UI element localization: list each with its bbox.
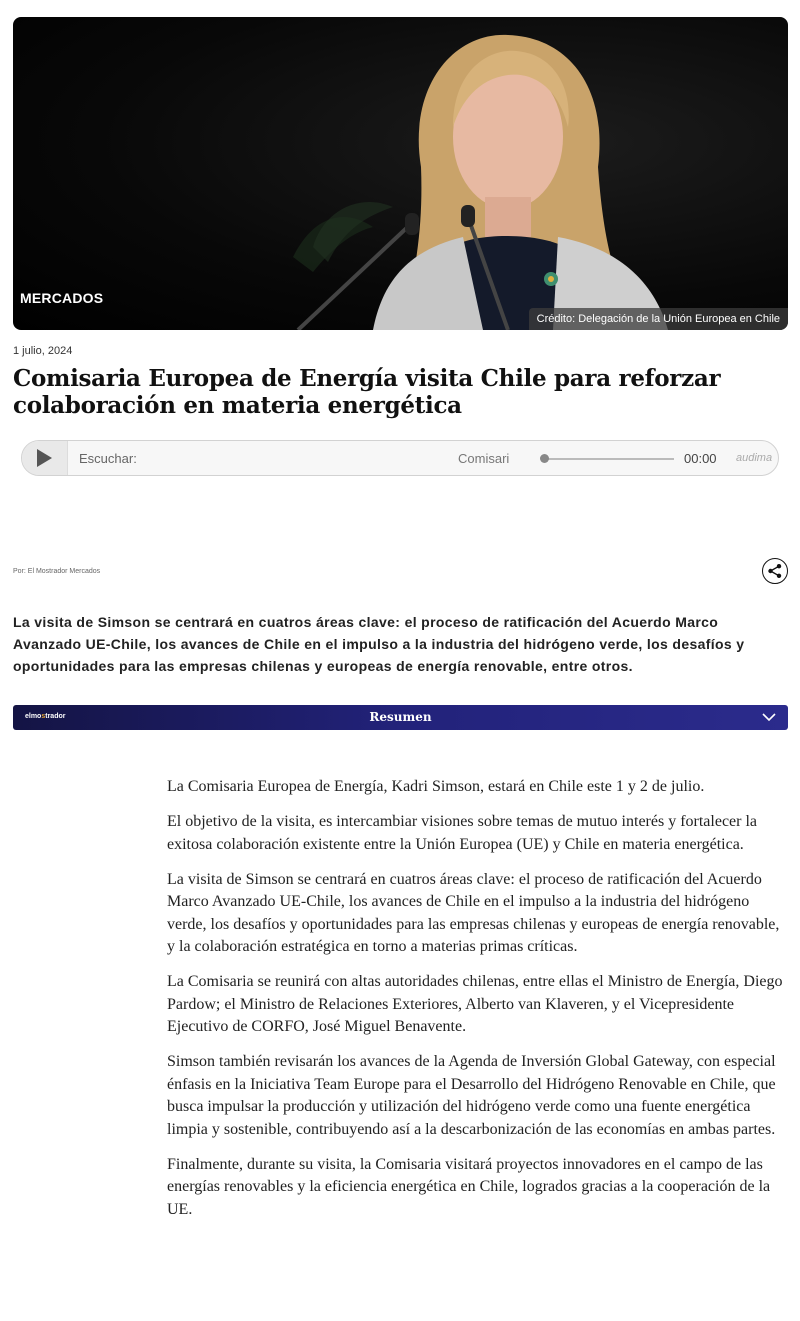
summary-toggle[interactable] — [13, 705, 788, 730]
listen-label: Escuchar: — [79, 451, 137, 466]
share-icon — [767, 563, 783, 579]
article-title: Comisaria Europea de Energía visita Chile para reforzar colaboración en materia energética — [13, 365, 721, 419]
progress-bar[interactable] — [544, 458, 674, 460]
share-button[interactable] — [762, 558, 788, 584]
hero-photo — [13, 17, 788, 330]
body-paragraph: Simson también revisarán los avances de la Agenda de Inversión Global Gateway, con especial énfasis en la Iniciativa Team Europe para el Desarrollo del Hidrógeno Renovable en Chile, que busca impulsar la producción y utilización del hidrógeno verde como una fuente energética limpia y sostenible, contribuyendo así a la descarbonización de las economías en ambas partes. — [167, 1053, 776, 1138]
summary-label: Resumen — [369, 710, 432, 724]
image-credit: Crédito: Delegación de la Unión Europea en Chile — [529, 308, 788, 330]
track-title: Comisari — [458, 451, 510, 466]
publish-date: 1 julio, 2024 — [13, 345, 73, 357]
play-button[interactable] — [22, 441, 68, 475]
player-brand[interactable]: audima — [736, 452, 773, 464]
author-byline: Por: El Mostrador Mercados — [13, 568, 101, 575]
progress-handle[interactable] — [540, 454, 549, 463]
site-logo: elmostrador — [25, 713, 66, 720]
body-paragraph: Finalmente, durante su visita, la Comisaria visitará proyectos innovadores en el campo de las energías renovables y la eficiencia energética en Chile, logrados gracias a la cooperación de la UE. — [167, 1155, 771, 1218]
body-paragraph: La Comisaria Europea de Energía, Kadri Simson, estará en Chile este 1 y 2 de julio. — [167, 778, 705, 795]
hero-image — [13, 17, 788, 330]
body-paragraph: La visita de Simson se centrará en cuatros áreas clave: el proceso de ratificación del Acuerdo Marco Avanzado UE-Chile, los avances de Chile en el impulso a la industria del hidrógeno verde, los desafíos y oportunidades para las empresas chilenas y europeas de energía renovable, y la colaboración estratégica en torno a materias primas críticas. — [167, 870, 780, 955]
audio-player — [21, 440, 779, 476]
chevron-down-icon — [762, 711, 776, 723]
time-display: 00:00 — [684, 451, 717, 466]
body-paragraph: El objetivo de la visita, es intercambiar visiones sobre temas de mutuo interés y fortalecer la exitosa colaboración existente entre la Unión Europea (UE) y Chile en materia energética. — [167, 813, 758, 853]
play-icon — [37, 449, 52, 467]
article-lead: La visita de Simson se centrará en cuatros áreas clave: el proceso de ratificación del Acuerdo Marco Avanzado UE-Chile, los avances de Chile en el impulso a la industria del hidrógeno verde, los desafíos y oportunidades para las empresas chilenas y europeas de energía renovable, entre otros. — [13, 614, 745, 674]
category-label[interactable]: MERCADOS — [20, 290, 104, 306]
article-body — [167, 776, 785, 1234]
body-paragraph: La Comisaria se reunirá con altas autoridades chilenas, entre ellas el Ministro de Energía, Diego Pardow; el Ministro de Relaciones Exteriores, Alberto van Klaveren, y el Vicepresidente Ejecutivo de CORFO, José Miguel Benavente. — [167, 973, 783, 1035]
